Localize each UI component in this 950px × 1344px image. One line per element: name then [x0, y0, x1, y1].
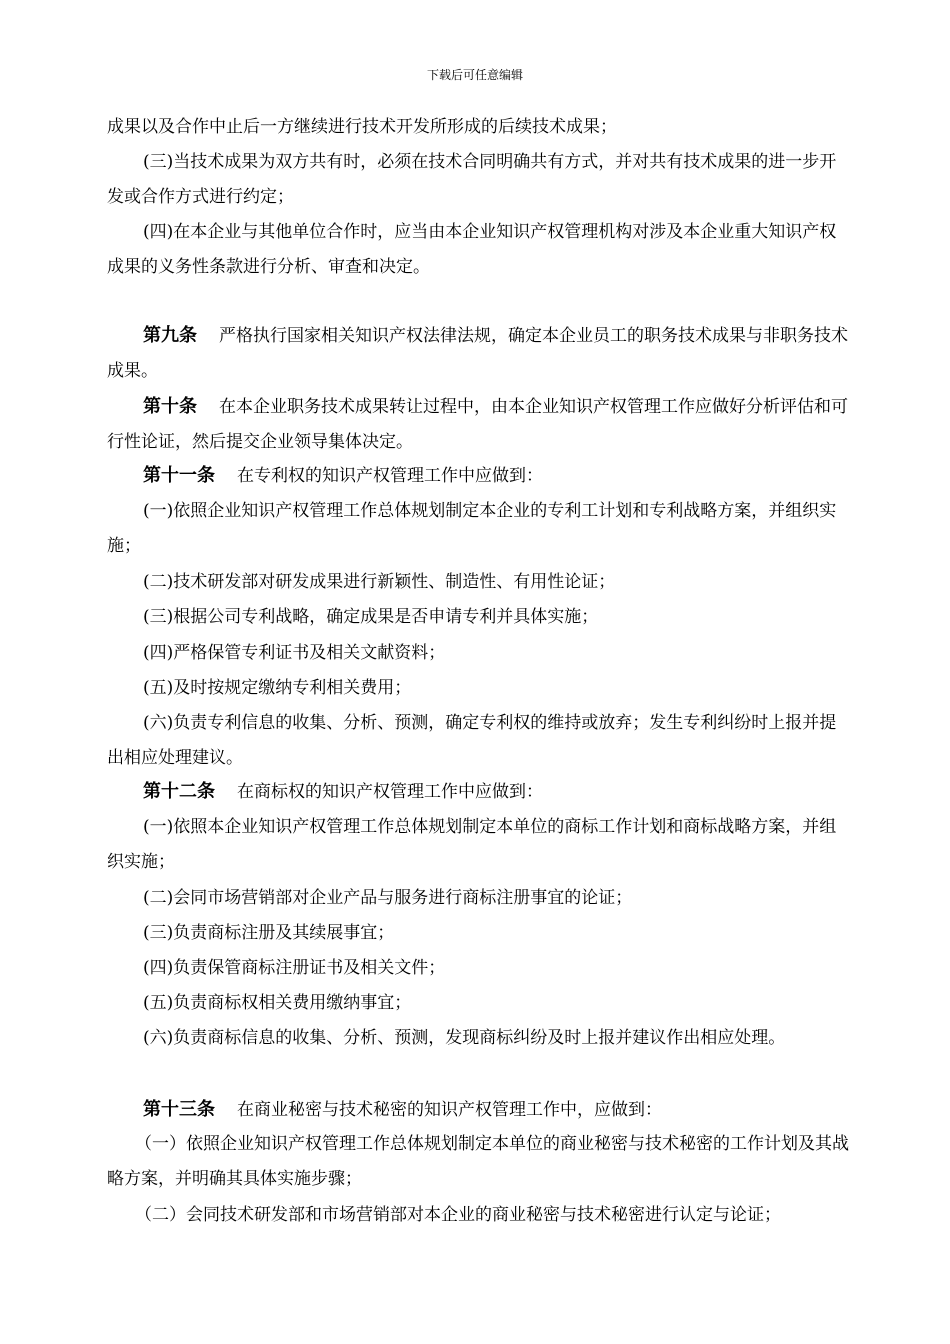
- paragraph: [107, 145, 851, 215]
- paragraph-text: (五)负责商标权相关费用缴纳事宜；: [143, 993, 412, 1013]
- paragraph-text: 严格执行国家相关知识产权法律法规，确定本企业员工的职务技术成果与非职务技术成果。: [107, 326, 848, 381]
- paragraph-text: (三)负责商标注册及其续展事宜；: [143, 923, 395, 943]
- paragraph: [107, 494, 851, 564]
- article-paragraph: [107, 389, 851, 460]
- paragraph-text: (三)根据公司专利战略，确定成果是否申请专利并具体实施；: [143, 607, 599, 627]
- page-header: 下载后可任意编辑: [426, 68, 523, 82]
- paragraph: [107, 110, 851, 145]
- paragraph: [107, 1127, 851, 1197]
- paragraph-text: 成果以及合作中止后一方继续进行技术开发所形成的后续技术成果；: [107, 117, 617, 137]
- paragraph-text: 在专利权的知识产权管理工作中应做到：: [237, 466, 543, 486]
- paragraph: [107, 671, 851, 706]
- paragraph: [107, 706, 851, 776]
- article-paragraph: [107, 774, 851, 810]
- paragraph-text: (三)当技术成果为双方共有时，必须在技术合同明确共有方式，并对共有技术成果的进一步开发或合作方式进行约定；: [107, 152, 837, 207]
- paragraph-text: (四)在本企业与其他单位合作时，应当由本企业知识产权管理机构对涉及本企业重大知识产权成果的义务性条款进行分析、审查和决定。: [107, 222, 837, 277]
- paragraph-text: 在商标权的知识产权管理工作中应做到：: [237, 782, 543, 802]
- paragraph: [107, 986, 851, 1021]
- article-paragraph: [107, 458, 851, 494]
- paragraph-text: (四)负责保管商标注册证书及相关文件；: [143, 958, 446, 978]
- article-heading: 第十条: [143, 396, 197, 417]
- paragraph: [107, 1198, 851, 1233]
- paragraph-text: （二）会同技术研发部和市场营销部对本企业的商业秘密与技术秘密进行认定与论证；: [135, 1205, 781, 1225]
- paragraph-text: (五)及时按规定缴纳专利相关费用；: [143, 678, 412, 698]
- paragraph-text: （一）依照企业知识产权管理工作总体规划制定本单位的商业秘密与技术秘密的工作计划及其战略方案，并明确其具体实施步骤；: [107, 1134, 849, 1189]
- paragraph: [107, 916, 851, 951]
- paragraph-text: 在本企业职务技术成果转让过程中，由本企业知识产权管理工作应做好分析评估和可行性论证，然后提交企业领导集体决定。: [107, 397, 848, 452]
- paragraph-text: (六)负责商标信息的收集、分析、预测，发现商标纠纷及时上报并建议作出相应处理。: [143, 1028, 786, 1048]
- paragraph: [107, 600, 851, 635]
- paragraph: [107, 881, 851, 916]
- paragraph: [107, 636, 851, 671]
- paragraph-text: (一)依照本企业知识产权管理工作总体规划制定本单位的商标工作计划和商标战略方案，并组织实施；: [107, 817, 837, 872]
- article-heading: 第十二条: [143, 781, 215, 802]
- paragraph-text: 在商业秘密与技术秘密的知识产权管理工作中，应做到：: [237, 1100, 662, 1120]
- paragraph: [107, 215, 851, 285]
- paragraph-text: (二)会同市场营销部对企业产品与服务进行商标注册事宜的论证；: [143, 888, 633, 908]
- paragraph: [107, 1021, 851, 1056]
- paragraph: [107, 565, 851, 600]
- paragraph-text: (四)严格保管专利证书及相关文献资料；: [143, 643, 446, 663]
- article-paragraph: [107, 1092, 851, 1128]
- article-heading: 第十三条: [143, 1099, 215, 1120]
- paragraph-text: (二)技术研发部对研发成果进行新颖性、制造性、有用性论证；: [143, 572, 616, 592]
- paragraph: [107, 810, 851, 880]
- paragraph: [107, 951, 851, 986]
- paragraph-text: (一)依照企业知识产权管理工作总体规划制定本企业的专利工计划和专利战略方案，并组织实施；: [107, 501, 837, 556]
- paragraph-text: (六)负责专利信息的收集、分析、预测，确定专利权的维持或放弃；发生专利纠纷时上报并提出相应处理建议。: [107, 713, 837, 768]
- article-paragraph: [107, 318, 851, 389]
- article-heading: 第九条: [143, 325, 197, 346]
- article-heading: 第十一条: [143, 465, 215, 486]
